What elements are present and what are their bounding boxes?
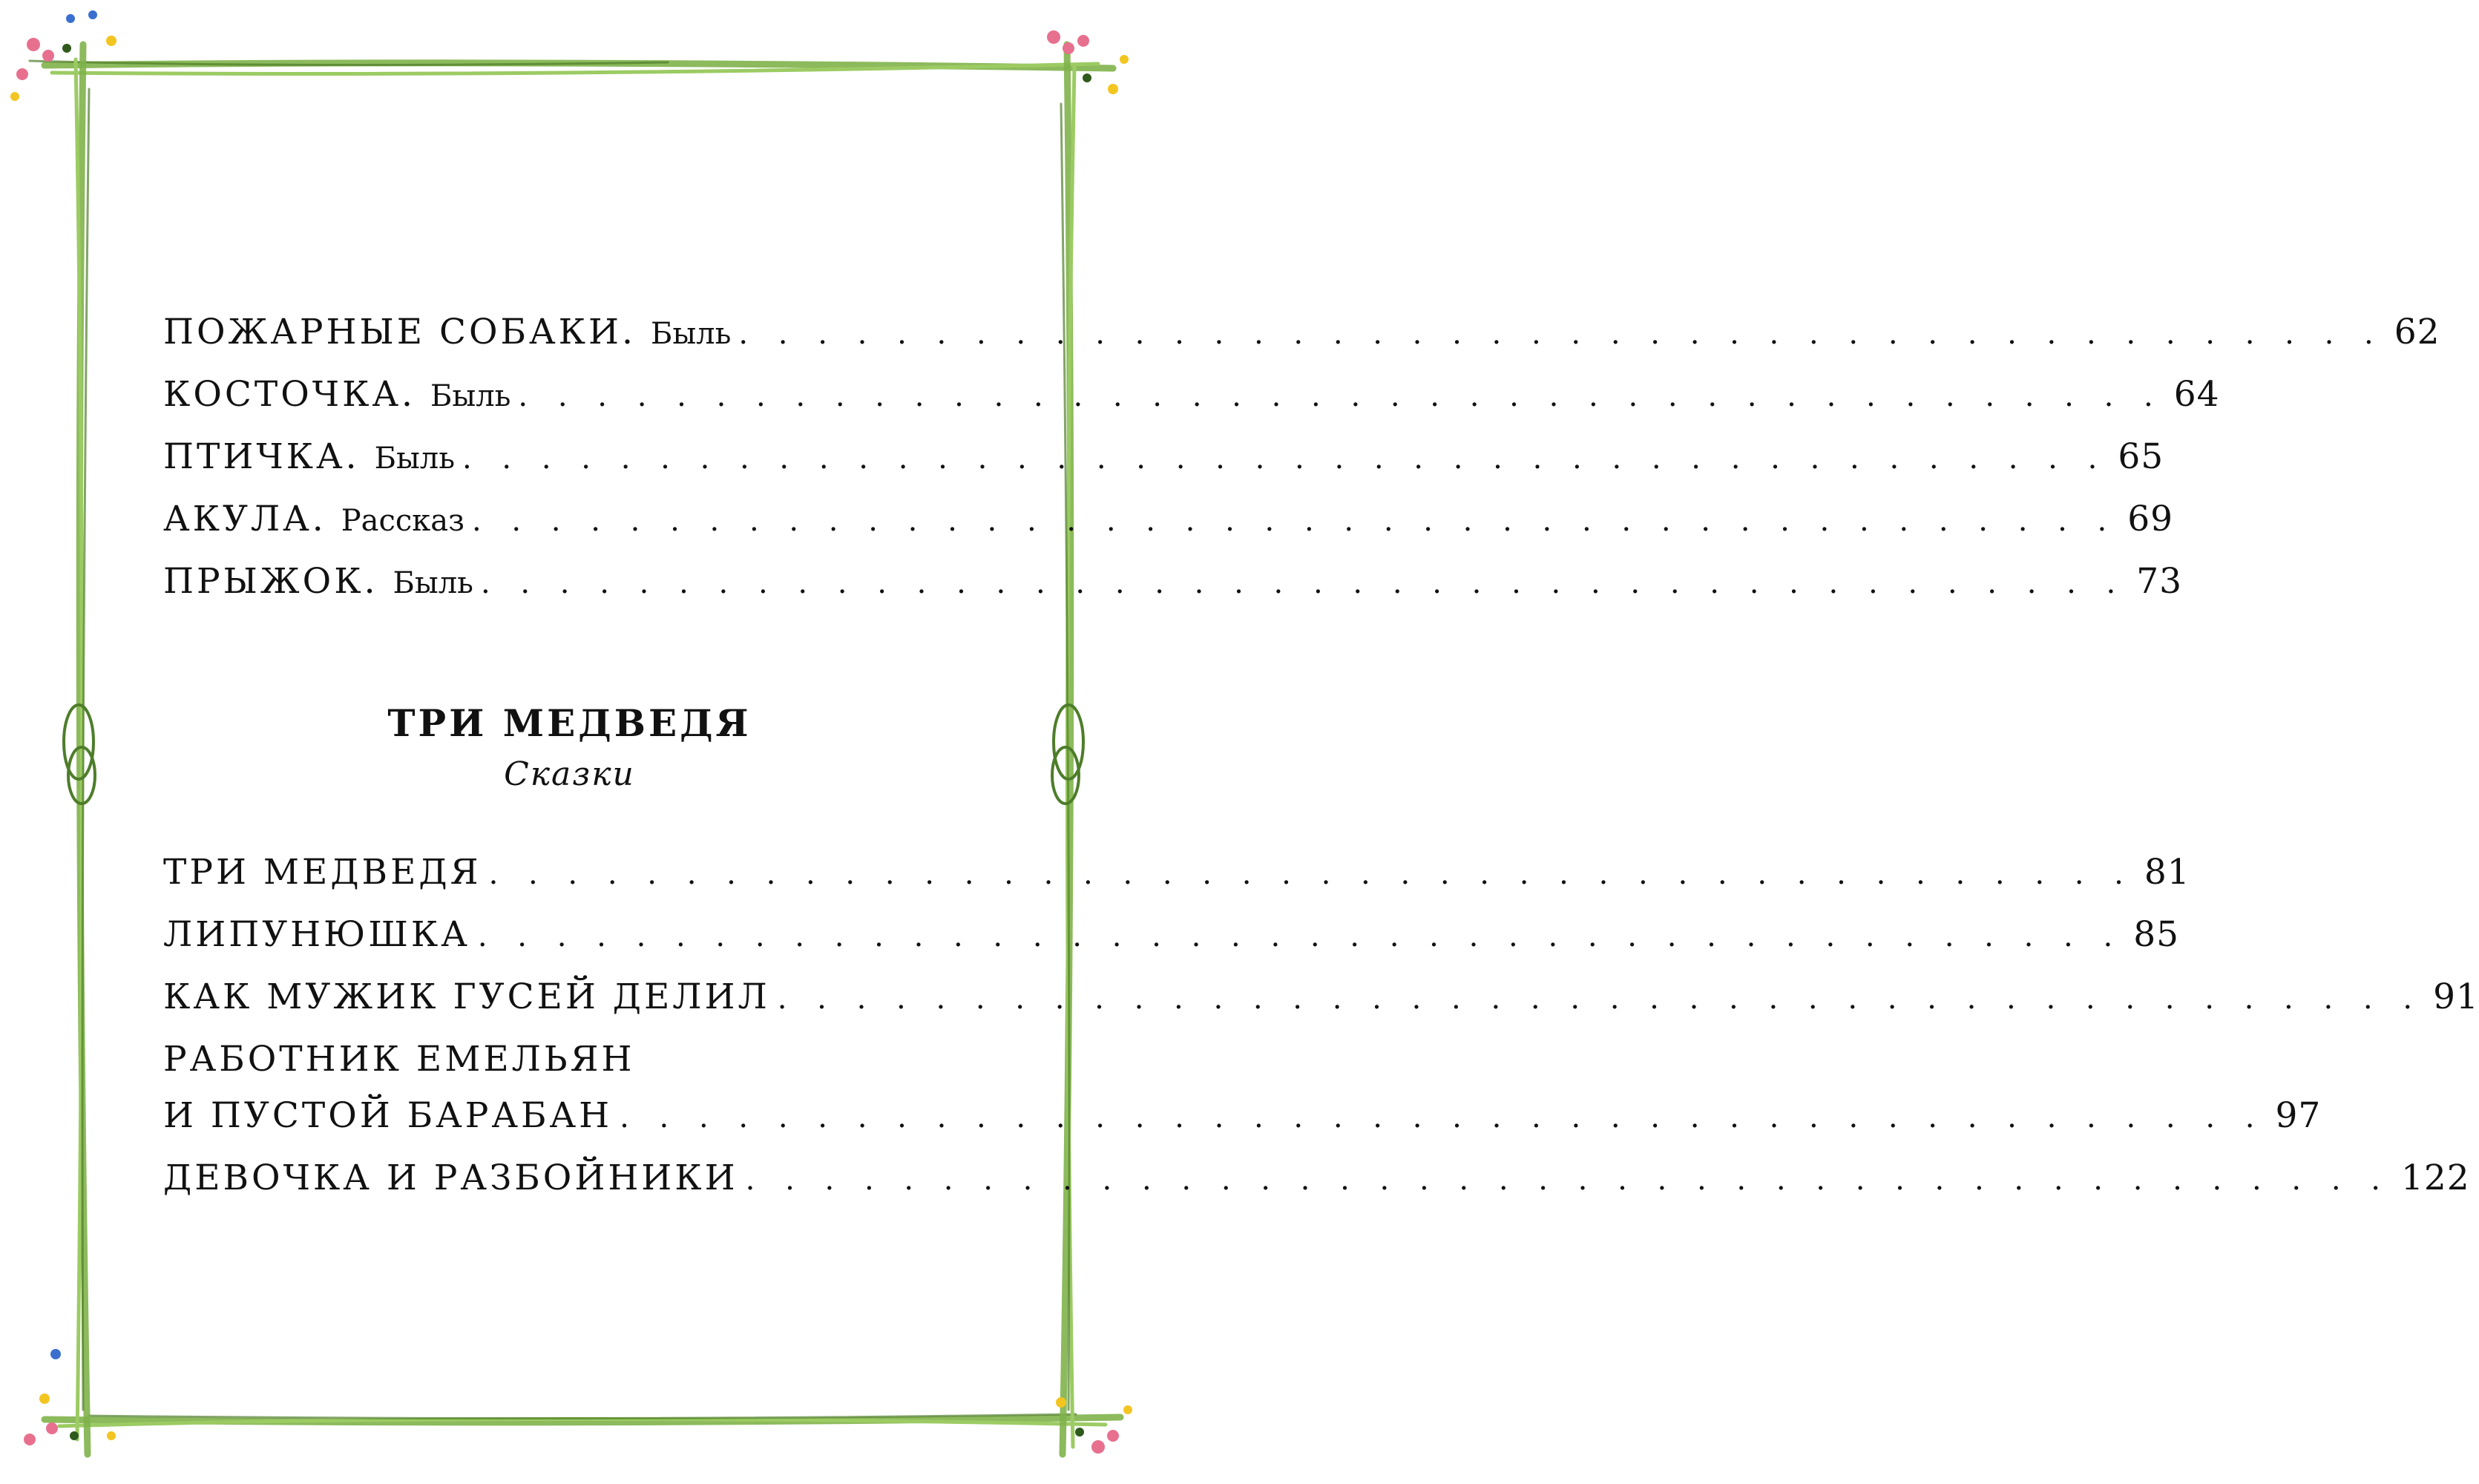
toc-entry-genre: Быль — [650, 317, 732, 351]
toc-part2 — [163, 852, 2479, 1201]
toc-leader-dots: . . . . . . . . . . . . . . . . . . . . . . . . . . . . . . . . . . . . . . . . . . — [518, 379, 2164, 413]
toc-entry-page: 64 — [2173, 374, 2220, 415]
toc-part1 — [163, 312, 2440, 608]
toc-entry-title: ПТИЧКА. — [163, 436, 360, 477]
toc-entry — [163, 374, 2220, 426]
toc-entry — [163, 976, 2479, 1028]
toc-entry-title: ЛИПУНЮШКА — [163, 914, 470, 955]
toc-leader-dots: . . . . . . . . . . . . . . . . . . . . . . . . . . . . . . . . . . . . . . . . . . — [738, 317, 2384, 351]
toc-leader-dots: . . . . . . . . . . . . . . . . . . . . . . . . . . . . . . . . . . . . . . . . . . — [480, 566, 2127, 600]
section-subtitle: Сказки — [504, 755, 635, 793]
toc-entry-title: ДЕВОЧКА И РАЗБОЙНИКИ — [163, 1158, 738, 1198]
toc-entry-page: 97 — [2275, 1095, 2322, 1136]
toc-leader-dots: . . . . . . . . . . . . . . . . . . . . . . . . . . . . . . . . . . . . . . . . . . — [488, 857, 2134, 891]
toc-entry-page: 81 — [2144, 852, 2190, 893]
section-title: ТРИ МЕДВЕДЯ — [387, 701, 752, 745]
toc-entry-genre: Рассказ — [341, 504, 464, 538]
toc-entry-title: ПОЖАРНЫЕ СОБАКИ. — [163, 312, 636, 352]
toc-entry-title: КОСТОЧКА. — [163, 374, 416, 415]
toc-leader-dots: . . . . . . . . . . . . . . . . . . . . . . . . . . . . . . . . . . . . . . . . . . — [777, 982, 2423, 1016]
toc-entry — [163, 852, 2190, 904]
toc-entry-page: 65 — [2118, 436, 2164, 477]
toc-entry — [163, 1095, 2322, 1147]
toc-entry-genre: Быль — [374, 441, 455, 476]
toc-leader-dots: . . . . . . . . . . . . . . . . . . . . . . . . . . . . . . . . . . . . . . . . . . — [471, 504, 2118, 538]
toc-entry-page: 122 — [2401, 1158, 2470, 1198]
toc-entry-title: И ПУСТОЙ БАРАБАН — [163, 1095, 613, 1136]
toc-entry — [163, 312, 2440, 364]
toc-leader-dots: . . . . . . . . . . . . . . . . . . . . . . . . . . . . . . . . . . . . . . . . . . — [745, 1163, 2391, 1197]
toc-entry-page: 62 — [2394, 312, 2440, 352]
toc-entry-title: АКУЛА. — [163, 499, 326, 539]
toc-entry — [163, 561, 2183, 613]
toc-entry-genre: Быль — [393, 566, 473, 600]
toc-entry — [163, 1158, 2470, 1209]
toc-entry-genre: Быль — [430, 379, 511, 413]
toc-entry — [163, 436, 2164, 488]
toc-entry — [163, 914, 2179, 966]
toc-leader-dots: . . . . . . . . . . . . . . . . . . . . . . . . . . . . . . . . . . . . . . . . . . — [477, 919, 2124, 953]
toc-entry — [163, 499, 2174, 551]
toc-entry-title: ТРИ МЕДВЕДЯ — [163, 852, 482, 893]
toc-entry-page: 73 — [2136, 561, 2183, 602]
toc-entry-title: КАК МУЖИК ГУСЕЙ ДЕЛИЛ — [163, 976, 770, 1017]
toc-entry-page: 69 — [2127, 499, 2174, 539]
toc-leader-dots: . . . . . . . . . . . . . . . . . . . . . . . . . . . . . . . . . . . . . . . . . . — [620, 1100, 2265, 1135]
toc-entry-title: ПРЫЖОК. — [163, 561, 378, 602]
toc-leader-dots: . . . . . . . . . . . . . . . . . . . . . . . . . . . . . . . . . . . . . . . . . . — [462, 441, 2108, 476]
toc-entry-page: 85 — [2133, 914, 2179, 955]
toc-entry-page: 91 — [2433, 976, 2479, 1017]
toc-entry-title-line1: РАБОТНИК ЕМЕЛЬЯН — [163, 1039, 635, 1080]
